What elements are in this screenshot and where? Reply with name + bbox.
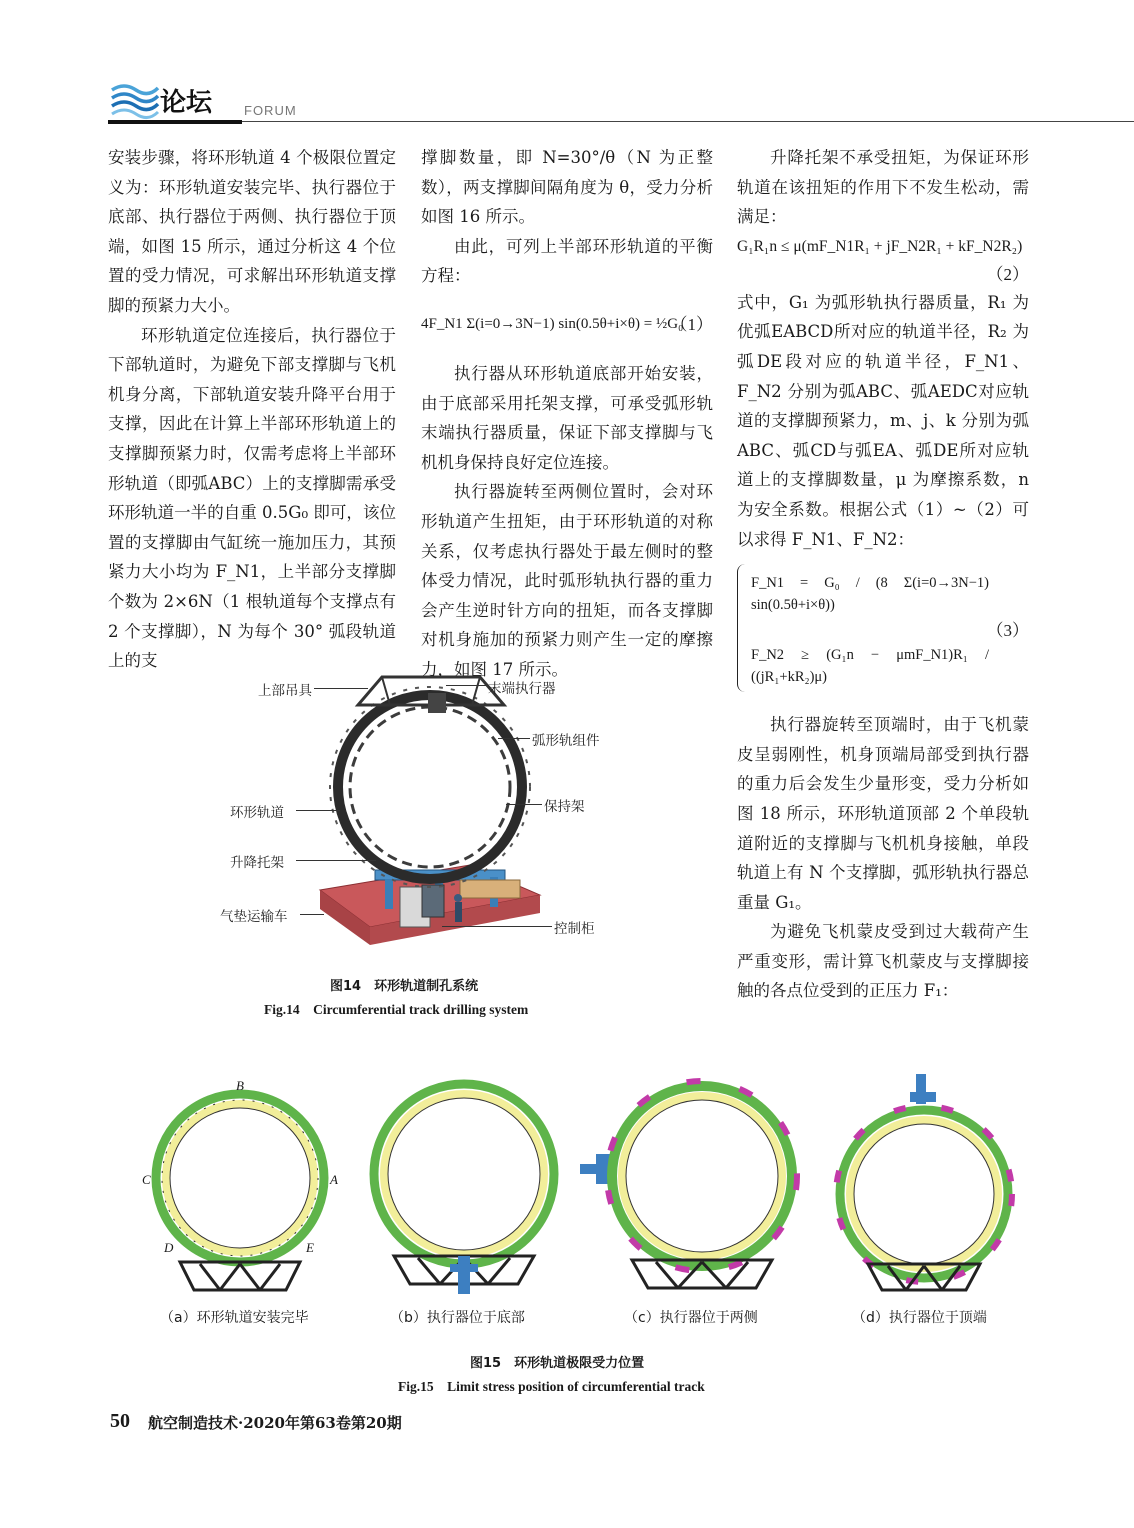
leader-control-cabinet	[442, 926, 552, 927]
wave-logo-icon	[110, 80, 160, 120]
fig15-sub-c: （c）执行器位于两侧	[624, 1310, 758, 1326]
label-end-effector: 末端执行器	[488, 681, 556, 697]
label-arc-rail: 弧形轨组件	[532, 733, 600, 749]
fig15-sub-b: （b）执行器位于底部	[390, 1310, 525, 1326]
effector-top-diagram	[832, 1070, 1032, 1300]
point-e-label: E	[306, 1240, 314, 1255]
fig15-panel-a	[140, 1078, 350, 1298]
label-control-cabinet: 控制柜	[554, 921, 595, 937]
fig15-caption-cn: 图15 环形轨道极限受力位置	[470, 1356, 645, 1371]
equation-1	[421, 293, 713, 357]
figure-14	[210, 665, 630, 965]
journal-logo	[110, 80, 160, 120]
journal-info: 航空制造技术·2020年第63卷第20期	[148, 1414, 402, 1432]
equation-2-body: G₁R₁n ≤ μ(mF_N1R₁ + jF_N2R₁ + kF_N2R₂)	[737, 237, 1023, 255]
equation-3-number: （3）	[986, 621, 1029, 641]
point-c-label: C	[142, 1172, 151, 1187]
label-air-cushion: 气垫运输车	[220, 909, 288, 925]
fig15-panel-c	[576, 1068, 806, 1300]
header-rule-thin	[242, 121, 1134, 122]
fig14-caption-cn: 图14 环形轨道制孔系统	[330, 979, 479, 994]
equation-3-line-b: F_N2 ≥ (G₁n − μmF_N1)R₁ / ((jR₁+kR₂)μ)	[751, 647, 989, 686]
fig15-sub-d: （d）执行器位于顶端	[852, 1310, 987, 1326]
leader-ring-track	[296, 810, 340, 811]
point-a-label: A	[330, 1172, 338, 1187]
col3-paragraph-3: 执行器旋转至顶端时，由于飞机蒙皮呈弱刚性，机身顶端局部受到执行器的重力后会发生少量形变，受力分析如图 18 所示，环形轨道顶部 2 个单段轨道附近的支撑脚与飞机机身接触，单段轨道上有 N 个支撑脚，弧形轨执行器总重量 G₁。	[737, 715, 1029, 912]
leader-lift-bracket	[296, 860, 376, 861]
label-ring-track: 环形轨道	[230, 805, 284, 821]
col3-paragraph-2: 式中，G₁ 为弧形轨执行器质量，R₁ 为优弧EABCD所对应的轨道半径，R₂ 为弧DE段对应的轨道半径，F_N1、F_N2 分别为弧ABC、弧AEDC对应轨道的支撑脚预紧力，m、j、k 分别为弧ABC、弧CD与弧EA、弧DE所对应轨道上的支撑脚数量，μ 为摩擦系数，n 为安全系数。根据公式（1）~（2）可以求得 F_N1、F_N2：	[737, 292, 1029, 549]
col3-paragraph-4: 为避免飞机蒙皮受到过大载荷产生严重变形，需计算飞机蒙皮与支撑脚接触的各点位受到的正压力 F₁：	[737, 922, 1029, 1001]
label-holder: 保持架	[544, 799, 585, 815]
header-rule-bold	[108, 120, 242, 124]
label-lift-bracket: 升降托架	[230, 855, 284, 871]
point-b-label: B	[236, 1078, 244, 1093]
fig15-panel-b	[368, 1070, 568, 1300]
equation-3-line-a: F_N1 = G₀ / (8 Σ(i=0→3N−1) sin(0.5θ+i×θ))	[751, 575, 989, 614]
section-subtitle: FORUM	[244, 103, 297, 118]
equation-3-brace	[737, 564, 746, 692]
equation-2	[737, 232, 1029, 288]
column-3	[737, 143, 1029, 1006]
col1-paragraph-1: 安装步骤，将环形轨道 4 个极限位置定义为：环形轨道安装完毕、执行器位于底部、执行器位于两侧、执行器位于顶端，如图 15 所示，通过分析这 4 个位置的受力情况，可求解出环形轨道支撑脚的预紧力大小。	[108, 148, 396, 315]
fig15-panel-d	[832, 1070, 1032, 1300]
section-title: 论坛	[160, 88, 213, 118]
col2-paragraph-2: 由此，可列上半部环形轨道的平衡方程：	[421, 236, 713, 286]
leader-end-effector	[446, 685, 488, 686]
equation-1-number: （1）	[670, 314, 713, 334]
equation-1-body: 4F_N1 Σ(i=0→3N−1) sin(0.5θ+i×θ) = ½G₀	[421, 315, 684, 332]
label-upper-fixture: 上部吊具	[258, 683, 312, 699]
point-d-label: D	[164, 1240, 174, 1255]
leader-upper-fixture	[314, 688, 368, 689]
fig15-caption-en: Fig.15 Limit stress position of circumferential track	[398, 1379, 705, 1394]
col3-paragraph-1: 升降托架不承受扭矩，为保证环形轨道在该扭矩的作用下不发生松动，需满足：	[737, 148, 1029, 227]
effector-bottom-diagram	[368, 1070, 568, 1300]
equation-2-number: （2）	[986, 264, 1029, 284]
col1-paragraph-2: 环形轨道定位连接后，执行器位于下部轨道时，为避免下部支撑脚与飞机机身分离，下部轨道安装升降平台用于支撑，因此在计算上半部环形轨道上的支撑脚预紧力时，仅需考虑将上半部环形轨道（即弧ABC）上的支撑脚需承受环形轨道一半的自重 0.5G₀ 即可，该位置的支撑脚由气缸统一施加压力，其预紧力大小均为 F_N1，上半部分支撑脚个数为 2×6N（1 根轨道每个支撑点有 2 个支撑脚），N 为每个 30° 弧段轨道上的支	[108, 325, 396, 671]
column-1	[108, 143, 396, 676]
col2-paragraph-1: 撑脚数量，即 N=30°/θ（N 为正整数），两支撑脚间隔角度为 θ，受力分析如图 16 所示。	[421, 148, 713, 227]
leader-arc-rail	[498, 738, 530, 739]
col2-paragraph-4: 执行器旋转至两侧位置时，会对环形轨道产生扭矩，由于环形轨道的对称关系，仅考虑执行器处于最左侧时的整体受力情况，此时弧形轨执行器的重力会产生逆时针方向的扭矩，而各支撑脚对机身施加的预紧力则产生一定的摩擦力，如图 17 所示。	[421, 482, 713, 679]
fig14-caption-en: Fig.14 Circumferential track drilling system	[264, 1002, 529, 1017]
leader-air-cushion	[300, 914, 324, 915]
leader-holder	[506, 804, 542, 805]
fig15-sub-a: （a）环形轨道安装完毕	[160, 1310, 309, 1326]
equation-3	[737, 560, 1029, 702]
page-number: 50	[110, 1410, 130, 1432]
ring-installed-diagram	[140, 1078, 350, 1298]
effector-sides-diagram	[576, 1068, 806, 1300]
col2-paragraph-3: 执行器从环形轨道底部开始安装，由于底部采用托架支撑，可承受弧形轨末端执行器质量，保证下部支撑脚与飞机机身保持良好定位连接。	[421, 363, 713, 472]
column-2	[421, 143, 713, 685]
